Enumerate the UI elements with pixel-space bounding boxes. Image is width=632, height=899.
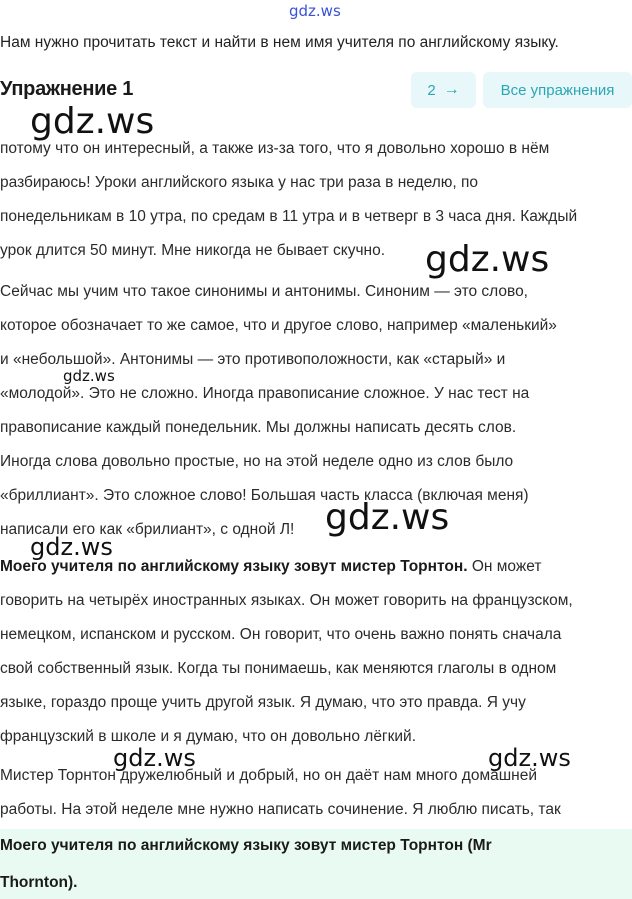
watermark: gdz.ws	[30, 101, 155, 142]
watermark: gdz.ws	[30, 533, 113, 561]
text-paragraph-2	[0, 275, 632, 547]
text-line: немецком, испанском и русском. Он говорит, что очень важно понять сначала	[0, 626, 562, 643]
intro-text: Нам нужно прочитать текст и найти в нем имя учителя по английскому языку.	[0, 34, 559, 51]
text-line: Иногда слова довольно простые, но на этой неделе одно из слов было	[0, 453, 514, 470]
answer-line-2: Thornton).	[0, 874, 78, 891]
watermark: gdz.ws	[425, 239, 550, 280]
exercise-title: Упражнение 1	[0, 78, 134, 100]
text-paragraph-3	[0, 550, 632, 754]
watermark-top: gdz.ws	[289, 2, 341, 20]
text-line: языке, гораздо проще учить другой язык. Я думаю, что это правда. Я учу	[0, 694, 526, 711]
arrow-right-icon: →	[443, 81, 460, 98]
watermark: gdz.ws	[325, 497, 450, 538]
text-line: написали его как «брилиант», с одной Л!	[0, 521, 295, 538]
all-exercises-button[interactable]: Все упражнения	[483, 72, 632, 108]
text-line: потому что он интересный, а также из-за того, что я довольно хорошо в нём	[0, 140, 550, 157]
teacher-sentence: Моего учителя по английскому языку зовут мистер Торнтон.	[0, 558, 468, 575]
text-line-rest: Он может	[467, 558, 542, 575]
next-exercise-button[interactable]	[411, 72, 476, 108]
text-line: которое обозначает то же самое, что и другое слово, например «маленький»	[0, 317, 557, 334]
watermark: gdz.ws	[63, 367, 115, 385]
text-line: и «небольшой». Антонимы — это противоположности, как «старый» и	[0, 351, 506, 368]
text-line: понедельникам в 10 утра, по средам в 11 утра и в четверг в 3 часа дня. Каждый	[0, 208, 578, 225]
watermark: gdz.ws	[113, 744, 196, 772]
text-line: Сейчас мы учим что такое синонимы и антонимы. Синоним — это слово,	[0, 283, 528, 300]
text-line: говорить на четырёх иностранных языках. Он может говорить на французском,	[0, 592, 573, 609]
text-line: «молодой». Это не сложно. Иногда правописание сложное. У нас тест на	[0, 385, 530, 402]
text-line: разбираюсь! Уроки английского языка у нас три раза в неделю, по	[0, 174, 478, 191]
text-line: урок длится 50 минут. Мне никогда не бывает скучно.	[0, 242, 386, 259]
answer-box	[0, 829, 632, 899]
text-line: свой собственный язык. Когда ты понимаешь, как меняются глаголы в одном	[0, 660, 557, 677]
text-line: Мистер Торнтон дружелюбный и добрый, но он даёт нам много домашней	[0, 767, 537, 784]
text-line: работы. На этой неделе мне нужно написать сочинение. Я люблю писать, так	[0, 801, 561, 818]
text-line: правописание каждый понедельник. Мы должны написать десять слов.	[0, 419, 517, 436]
answer-line-1: Моего учителя по английскому языку зовут мистер Торнтон (Mr	[0, 837, 492, 854]
next-exercise-label: 2	[427, 81, 436, 99]
text-line: французский в школе и я думаю, что он довольно лёгкий.	[0, 728, 416, 745]
text-line: «бриллиант». Это сложное слово! Большая часть класса (включая меня)	[0, 487, 529, 504]
watermark: gdz.ws	[488, 744, 571, 772]
